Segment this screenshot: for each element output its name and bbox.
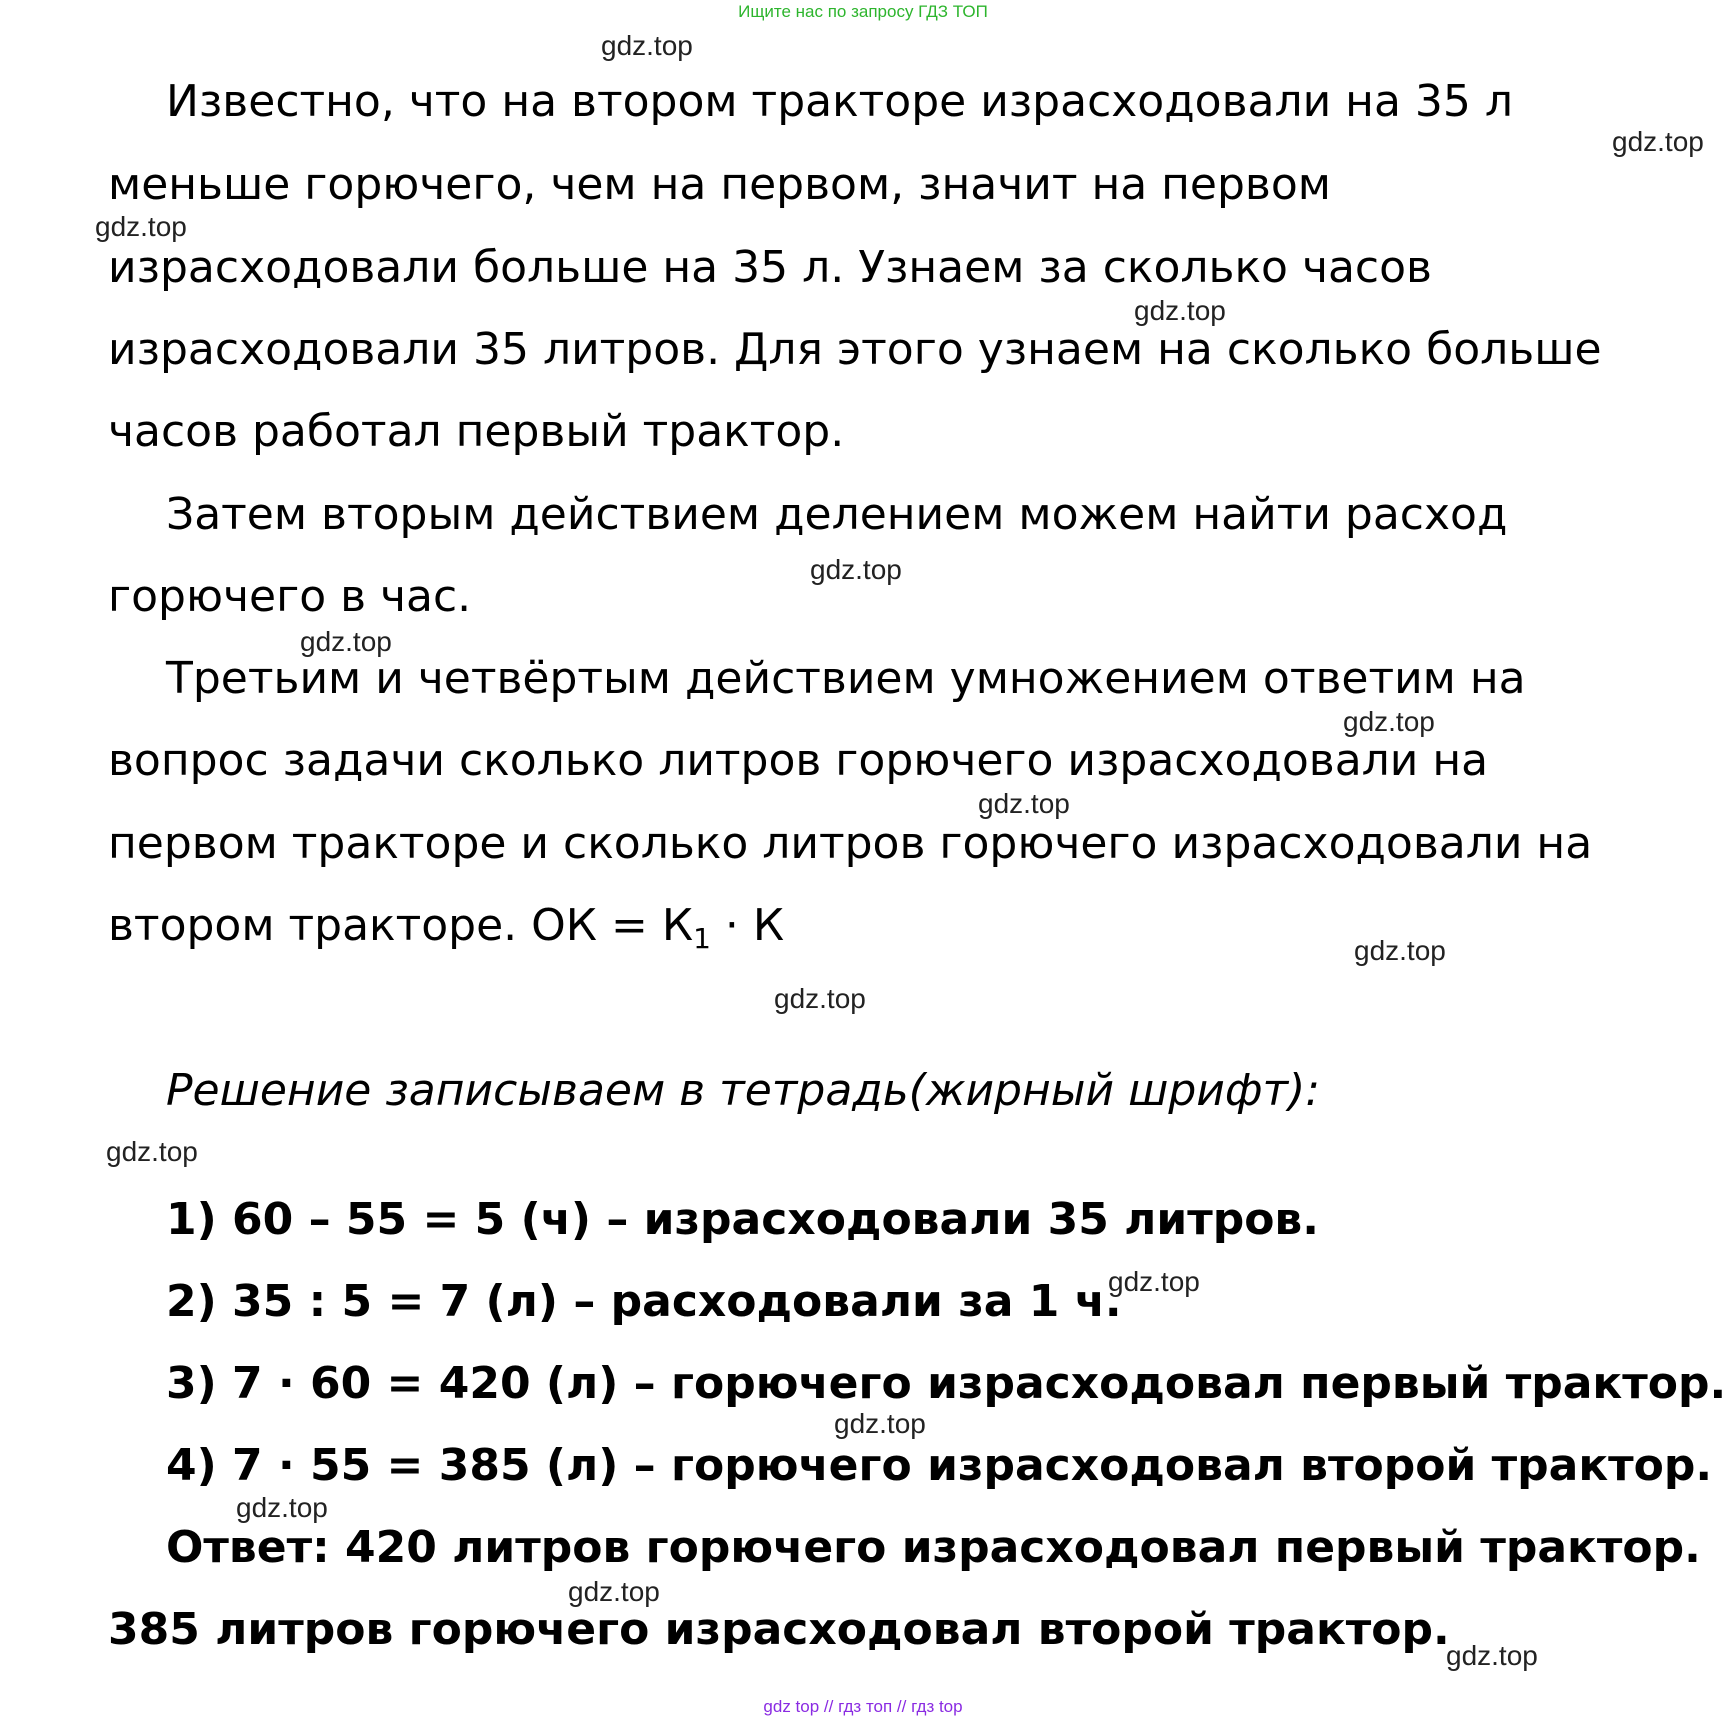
watermark: gdz.top xyxy=(1446,1640,1538,1671)
paragraph-line: горючего в час. xyxy=(108,571,472,622)
solution-step: 4) 7 · 55 = 385 (л) – горючего израсходовал второй трактор. xyxy=(166,1440,1713,1491)
watermark: gdz.top xyxy=(95,211,187,242)
watermark: gdz.top xyxy=(568,1576,660,1607)
paragraph-line: меньше горючего, чем на первом, значит на первом xyxy=(108,159,1331,210)
paragraph-line: вопрос задачи сколько литров горючего израсходовали на xyxy=(108,735,1489,786)
watermark: gdz.top xyxy=(300,626,392,657)
formula-end: · К xyxy=(710,900,785,951)
watermark: gdz.top xyxy=(1343,706,1435,737)
solution-step: 1) 60 – 55 = 5 (ч) – израсходовали 35 литров. xyxy=(166,1194,1319,1245)
watermark: gdz.top xyxy=(601,30,693,61)
paragraph-line: первом тракторе и сколько литров горючего израсходовали на xyxy=(108,818,1593,869)
solution-step: 2) 35 : 5 = 7 (л) – расходовали за 1 ч. xyxy=(166,1276,1122,1327)
watermark: gdz.top xyxy=(106,1136,198,1167)
watermark: gdz.top xyxy=(1108,1266,1200,1297)
answer-line: 385 литров горючего израсходовал второй трактор. xyxy=(108,1604,1450,1655)
paragraph-line: израсходовали больше на 35 л. Узнаем за сколько часов xyxy=(108,242,1432,293)
paragraph-line: Третьим и четвёртым действием умножением ответим на xyxy=(166,653,1526,704)
watermark: gdz.top xyxy=(1612,126,1704,157)
watermark: gdz.top xyxy=(810,554,902,585)
answer-line: Ответ: 420 литров горючего израсходовал первый трактор. xyxy=(166,1522,1701,1573)
paragraph-line: часов работал первый трактор. xyxy=(108,406,845,457)
watermark: gdz.top xyxy=(1134,295,1226,326)
paragraph-line: Известно, что на втором тракторе израсходовали на 35 л xyxy=(166,76,1513,127)
solution-step: 3) 7 · 60 = 420 (л) – горючего израсходовал первый трактор. xyxy=(166,1358,1726,1409)
solution-heading: Решение записываем в тетрадь(жирный шрифт): xyxy=(166,1065,1321,1116)
paragraph-line: израсходовали 35 литров. Для этого узнаем на сколько больше xyxy=(108,324,1602,375)
top-banner: Ищите нас по запросу ГДЗ ТОП xyxy=(738,2,988,21)
formula-line xyxy=(108,896,784,969)
watermark: gdz.top xyxy=(236,1492,328,1523)
formula-text: втором тракторе. ОК = К xyxy=(108,900,694,951)
paragraph-line: Затем вторым действием делением можем найти расход xyxy=(166,489,1508,540)
formula-subscript: 1 xyxy=(693,922,711,955)
footer-links: gdz top // гдз топ // гдз top xyxy=(763,1697,963,1716)
watermark: gdz.top xyxy=(1354,935,1446,966)
watermark: gdz.top xyxy=(978,788,1070,819)
watermark: gdz.top xyxy=(834,1408,926,1439)
watermark: gdz.top xyxy=(774,983,866,1014)
